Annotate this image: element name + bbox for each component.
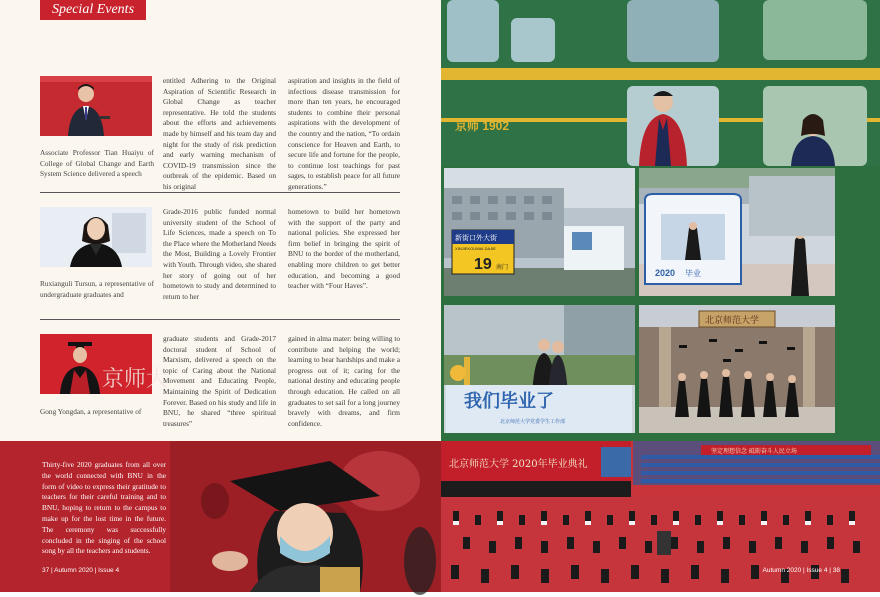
speaker3-banner-text: 京师大 <box>102 366 169 391</box>
we-graduated-sign-photo <box>444 305 635 433</box>
speaker-text-col2: entitled Adhering to the Original Aspiration of Scientific Research in Global Change as teacher representative. He told the students about the efforts and achievements made by himself and his team day and night for the study of risk prediction and early warning mechanism of COVID-19 transmission since the outbreak of the epidemic. Based on his original <box>163 76 276 191</box>
folio-right: Autumn 2020 | Issue 4 | 38 <box>762 567 840 574</box>
speaker-text-col2: graduate students and Grade-2017 doctoral student of School of Marxism, delivered a speech on the topic of Caring about the National Movement and Educating People, Maintaining the Spirit of Dedication Forever. Based on his study and life in BNU, he shared “three spiritual treasures” <box>163 334 276 428</box>
speaker-text-col2: Grade-2016 public funded normal university student of the School of Life Sciences, made a speech on To the Place where the Motherland Needs the Most, Building a Lovely Frontier with Youth. Through video, she shared her story of going out of her hometown to study and determined to return to her <box>163 207 276 301</box>
cap-toss-photo <box>639 305 835 433</box>
train-photo <box>441 0 880 166</box>
gate-plaque: 北京师范大学 <box>705 316 760 326</box>
street-sign-photo <box>444 168 635 296</box>
frame-cn: 毕业 <box>685 269 701 278</box>
speaker-photo-gong-yongdan <box>40 334 169 394</box>
closing-text: Thirty-five 2020 graduates from all over the world connected with BNU in the form of video to express their gratitude to teachers for their careful training and to BNU, hoping to return to the campus to make up for the lost time in the future. The ceremony was successfully concluded in the singing of the school song by all the teachers and students. <box>42 460 166 556</box>
speaker-caption: Gong Yongdan, a representative of <box>40 407 142 416</box>
speaker-text-col3: aspiration and insights in the field of infectious disease transmission for more than ten years, he encouraged students to combine their personal aspirations with the development of the country and the nation, “To ordain conscience for Heaven and Earth, to secure life and fortune for the people, to continue lost teachings for past sages, to establish peace for all future generations.” <box>288 76 400 191</box>
stage-banner: 北京师范大学 2020年毕业典礼 <box>449 459 588 470</box>
divider <box>40 319 400 320</box>
speaker-text-col3: gained in alma mater: being willing to contribute and helping the world; learning to bear hardships and make a progress out of it; caring for the national destiny and educating people through education. He called on all graduates to set sail for a long journey bravely with dreams, and firm confidence. <box>288 334 400 428</box>
grad-sign-text: 我们毕业了 <box>464 391 554 412</box>
speaker-text-col3: hometown to build her hometown with the support of the party and national policies. She expressed her firm belief in bringing the spirit of BNU to the border of the motherland, enabling more children to get better education, and becoming a good teacher with “Four Haves”. <box>288 207 400 291</box>
speaker-photo-ruxianguli <box>40 207 152 267</box>
street-sign-gate: 南门 <box>496 264 509 271</box>
train-number: 京师 1902 <box>455 119 510 133</box>
folio-left: 37 | Autumn 2020 | Issue 4 <box>42 567 120 574</box>
right-page <box>441 0 880 592</box>
grad-sign-sub: 北京师范大学党委学生工作部 <box>500 419 566 425</box>
divider <box>40 192 400 193</box>
frame-year: 2020 <box>655 268 676 278</box>
section-title: Special Events <box>40 0 146 20</box>
speaker-photo-tian-huaiyu <box>40 76 152 136</box>
speaker-caption: Associate Professor Tian Huaiyu of College of Global Change and Earth System Science delivered a speech <box>40 148 154 179</box>
street-sign-number: 19 <box>474 256 492 273</box>
street-sign-pinyin: XINJIEKOUWAI DAJIE <box>455 246 496 251</box>
left-page <box>0 0 441 592</box>
street-sign-cn: 新街口外大街 <box>455 234 497 242</box>
hall-banner: 坚定理想信念 砥砺奋斗人民立场 <box>711 448 797 455</box>
graduation-frame-photo <box>639 168 835 296</box>
speaker-caption: Ruxianguli Tursun, a representative of undergraduate graduates and <box>40 279 154 299</box>
